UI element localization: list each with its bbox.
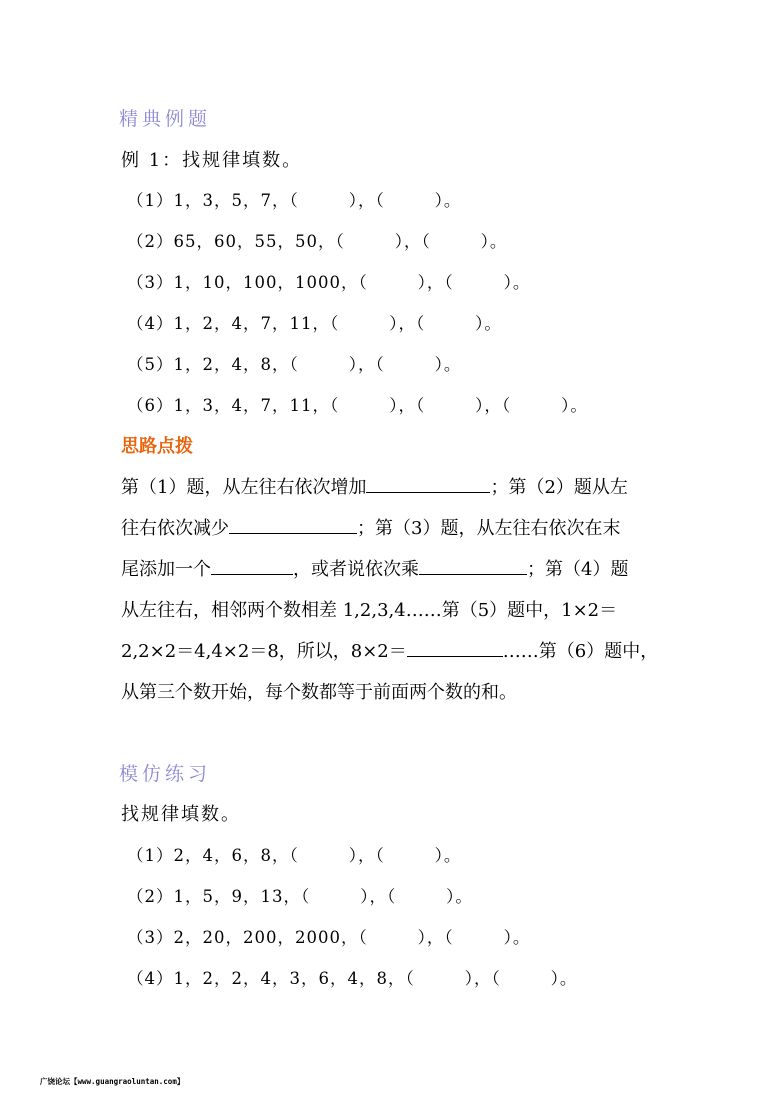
hint-text: ；第（4）题	[527, 559, 629, 580]
hint-text: ……第（6）题中，	[502, 641, 659, 662]
hint-text: ；第（2）题从左	[490, 477, 628, 498]
practice-problem-2: （2）1，5，9，13，（ ），（ ）。	[127, 887, 473, 906]
answer-blank	[407, 638, 503, 657]
answer-blank	[366, 474, 490, 493]
footer-source: 广饶论坛【www.guangraoluntan.com】	[40, 1077, 185, 1086]
hint-text: ，或者说依次乘	[293, 559, 419, 580]
example-problem-6: （6）1，3，4，7，11，（ ），（ ），（ ）。	[127, 396, 588, 415]
practice-section-title: 模仿练习	[119, 763, 212, 785]
example-label: 例 1：找规律填数。	[121, 150, 303, 171]
hint-text: 往右依次减少	[121, 518, 229, 539]
practice-problem-3: （3）2，20，200，2000，（ ），（ ）。	[127, 928, 531, 947]
example-problem-5: （5）1，2，4，8，（ ），（ ）。	[127, 355, 462, 374]
hint-text: 尾添加一个	[121, 559, 211, 580]
answer-blank	[419, 556, 527, 575]
hint-text: ；第（3）题，从左往右依次在末	[357, 518, 621, 539]
practice-problem-1: （1）2，4，6，8，（ ），（ ）。	[127, 846, 462, 865]
hint-paragraph-line-2	[121, 514, 620, 540]
hint-paragraph-line-6: 从第三个数开始，每个数都等于前面两个数的和。	[121, 682, 517, 703]
hint-paragraph-line-5	[121, 637, 658, 663]
example-problem-2: （2）65，60，55，50，（ ），（ ）。	[127, 232, 508, 251]
practice-label: 找规律填数。	[121, 804, 241, 825]
example-problem-1: （1）1，3，5，7，（ ），（ ）。	[127, 191, 462, 210]
answer-blank	[211, 556, 293, 575]
hint-paragraph-line-1	[121, 473, 628, 499]
example-section-title: 精典例题	[119, 108, 212, 130]
hint-paragraph-line-3	[121, 555, 628, 581]
example-problem-4: （4）1，2，4，7，11，（ ），（ ）。	[127, 314, 502, 333]
hint-text: 第（1）题，从左往右依次增加	[121, 477, 367, 498]
hint-paragraph-line-4: 从左往右，相邻两个数相差 1,2,3,4……第（5）题中，1×2＝	[121, 600, 618, 621]
practice-problem-4: （4）1，2，2，4，3，6，4，8，（ ），（ ）。	[127, 969, 578, 988]
answer-blank	[229, 515, 357, 534]
example-problem-3: （3）1，10，100，1000，（ ），（ ）。	[127, 273, 531, 292]
hint-text: 2,2×2＝4,4×2＝8，所以，8×2＝	[121, 641, 407, 662]
hint-section-title: 思路点拨	[121, 436, 193, 457]
